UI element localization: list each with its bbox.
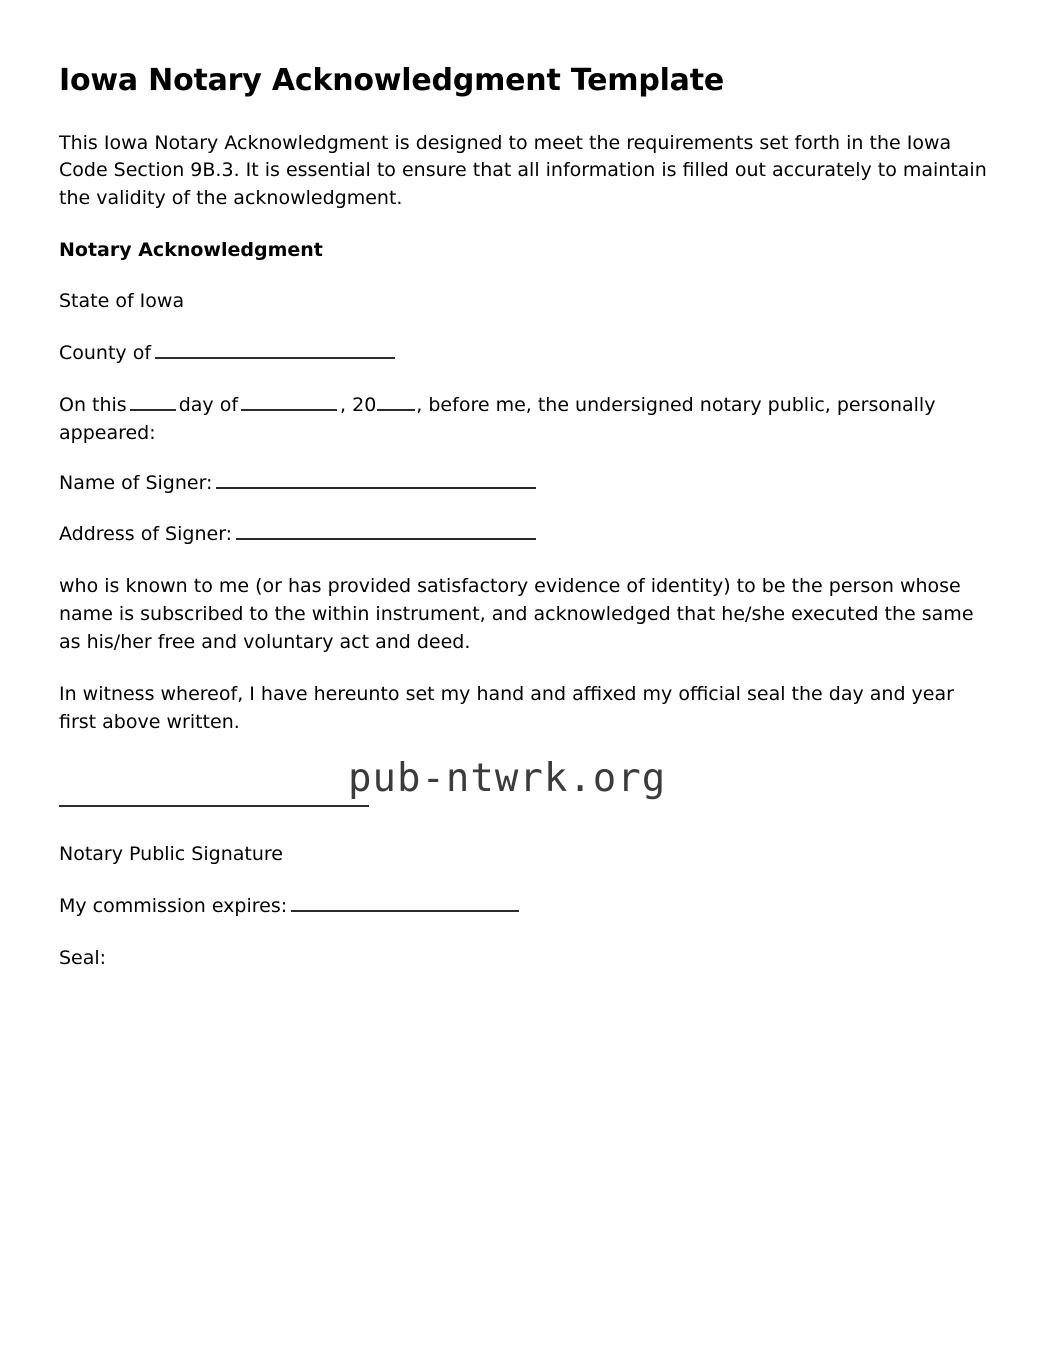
address-of-signer-line: [59, 521, 991, 549]
county-blank-rule[interactable]: [155, 343, 395, 359]
county-of-line: [59, 340, 991, 368]
year-prefix-label: , 20: [340, 393, 377, 416]
on-this-suffix-label: , before me, the undersigned notary public, personally appeared:: [59, 393, 936, 444]
month-blank[interactable]: [241, 395, 337, 411]
witness-whereof-paragraph: In witness whereof, I have hereunto set my hand and affixed my official seal the day and year first above written.: [59, 683, 954, 734]
notary-signature-block: [59, 756, 991, 817]
notary-signature-blank-rule[interactable]: [59, 805, 369, 807]
name-of-signer-label: Name of Signer:: [59, 471, 213, 494]
name-of-signer-blank-rule[interactable]: [216, 473, 536, 489]
county-of-label: County of: [59, 341, 152, 364]
intro-paragraph: This Iowa Notary Acknowledgment is designed to meet the requirements set forth in the Iowa Code Section 9B.3. It is essential to ensure that all information is filled out accurately to maintain the validity of the acknowledgment.: [59, 131, 987, 210]
commission-expires-line: [59, 893, 991, 921]
on-this-date-line: [59, 392, 991, 448]
page-title: Iowa Notary Acknowledgment Template: [59, 63, 725, 98]
address-of-signer-label: Address of Signer:: [59, 523, 233, 546]
day-blank[interactable]: [130, 395, 176, 411]
site-watermark: pub-ntwrk.org: [348, 756, 667, 801]
document-content: [59, 62, 991, 973]
year-blank[interactable]: [377, 395, 415, 411]
state-of-iowa-line: State of Iowa: [59, 289, 185, 312]
commission-expires-label: My commission expires:: [59, 894, 288, 917]
known-to-me-paragraph: who is known to me (or has provided satisfactory evidence of identity) to be the person whose name is subscribed to the within instrument, and acknowledged that he/she executed the same as his/her free and voluntary act and deed.: [59, 575, 974, 654]
seal-label: Seal:: [59, 946, 107, 969]
day-of-label: day of: [178, 393, 239, 416]
section-heading-notary-acknowledgment: Notary Acknowledgment: [59, 239, 323, 262]
notary-signature-caption: Notary Public Signature: [59, 843, 283, 865]
commission-expires-blank-rule[interactable]: [291, 896, 519, 912]
on-this-prefix-label: On this: [59, 393, 127, 416]
name-of-signer-line: [59, 470, 991, 498]
address-of-signer-blank-rule[interactable]: [236, 525, 536, 541]
